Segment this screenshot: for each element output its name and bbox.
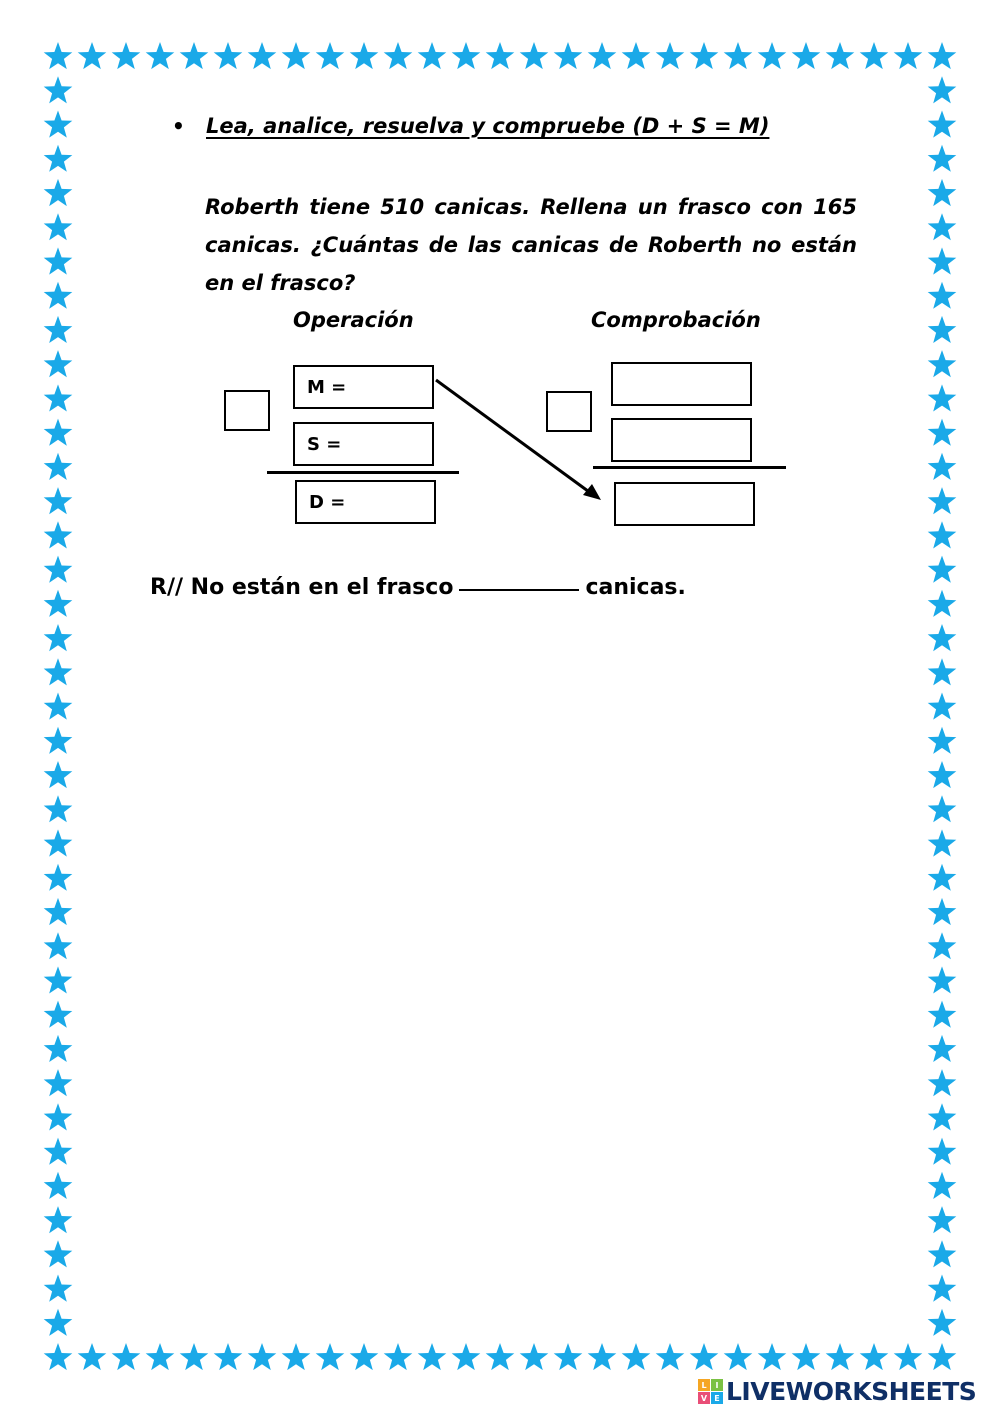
difference-box[interactable] <box>295 480 436 524</box>
instruction-text: Lea, analice, resuelva y compruebe (D + S = M) <box>206 114 770 138</box>
answer-blank[interactable] <box>459 589 579 591</box>
star-icon <box>452 1343 481 1370</box>
star-icon <box>928 1275 957 1302</box>
star-icon <box>78 42 107 69</box>
star-icon <box>758 1343 787 1370</box>
star-icon <box>44 693 73 720</box>
star-icon <box>928 521 957 548</box>
star-icon <box>44 111 73 138</box>
star-icon <box>180 42 209 69</box>
star-icon <box>928 487 957 514</box>
star-icon <box>928 384 957 411</box>
logo-letter-e: E <box>711 1392 723 1404</box>
logo-text: LIVEWORKSHEETS <box>726 1377 977 1406</box>
star-icon <box>588 42 617 69</box>
logo-letter-v: V <box>698 1392 710 1404</box>
star-icon <box>44 1069 73 1096</box>
star-icon <box>928 761 957 788</box>
star-icon <box>928 42 957 69</box>
star-icon <box>316 42 345 69</box>
star-icon <box>44 1035 73 1062</box>
star-icon <box>724 1343 753 1370</box>
star-icon <box>928 1103 957 1130</box>
star-icon <box>826 42 855 69</box>
logo-letter-i: I <box>711 1379 723 1391</box>
star-icon <box>44 247 73 274</box>
star-icon <box>928 145 957 172</box>
star-icon <box>44 384 73 411</box>
star-icon <box>44 213 73 240</box>
star-icon <box>44 316 73 343</box>
star-icon <box>44 521 73 548</box>
star-icon <box>44 898 73 925</box>
star-icon <box>928 1001 957 1028</box>
star-icon <box>44 795 73 822</box>
operation-heading: Operación <box>293 308 414 332</box>
check-middle-box[interactable] <box>611 418 752 462</box>
star-icon <box>656 42 685 69</box>
star-icon <box>44 42 73 69</box>
star-icon <box>622 42 651 69</box>
star-icon <box>44 419 73 446</box>
star-icon <box>44 76 73 103</box>
bullet-icon: • <box>172 114 185 138</box>
star-icon <box>928 1240 957 1267</box>
operation-sign-box[interactable] <box>224 390 270 431</box>
star-icon <box>180 1343 209 1370</box>
star-icon <box>44 282 73 309</box>
star-icon <box>656 1343 685 1370</box>
star-icon <box>520 1343 549 1370</box>
star-icon <box>44 932 73 959</box>
operation-line <box>267 471 459 474</box>
liveworksheets-logo <box>698 1377 976 1406</box>
star-icon <box>44 1001 73 1028</box>
star-icon <box>112 1343 141 1370</box>
star-icon <box>928 693 957 720</box>
star-icon <box>44 727 73 754</box>
answer-line <box>150 575 686 600</box>
star-icon <box>520 42 549 69</box>
star-icon <box>554 42 583 69</box>
star-icon <box>44 453 73 480</box>
star-icon <box>928 213 957 240</box>
star-icon <box>928 590 957 617</box>
star-icon <box>928 727 957 754</box>
star-icon <box>44 1172 73 1199</box>
star-icon <box>384 1343 413 1370</box>
star-icon <box>894 42 923 69</box>
star-icon <box>44 1275 73 1302</box>
star-icon <box>418 42 447 69</box>
star-icon <box>452 42 481 69</box>
star-icon <box>928 624 957 651</box>
check-top-box[interactable] <box>611 362 752 406</box>
star-icon <box>248 42 277 69</box>
star-icon <box>44 1103 73 1130</box>
star-icon <box>486 42 515 69</box>
star-icon <box>928 795 957 822</box>
star-icon <box>248 1343 277 1370</box>
star-icon <box>282 42 311 69</box>
star-icon <box>44 1309 73 1336</box>
star-icon <box>928 556 957 583</box>
star-icon <box>928 1138 957 1165</box>
star-icon <box>44 556 73 583</box>
star-icon <box>44 145 73 172</box>
star-icon <box>928 1035 957 1062</box>
star-icon <box>928 179 957 206</box>
star-icon <box>146 1343 175 1370</box>
star-icon <box>350 42 379 69</box>
star-icon <box>928 864 957 891</box>
check-sign-box[interactable] <box>546 391 592 432</box>
star-icon <box>44 350 73 377</box>
star-icon <box>350 1343 379 1370</box>
star-icon <box>826 1343 855 1370</box>
instruction <box>172 114 872 138</box>
star-icon <box>928 966 957 993</box>
star-icon <box>588 1343 617 1370</box>
star-icon <box>214 1343 243 1370</box>
star-icon <box>792 42 821 69</box>
star-icon <box>44 1343 73 1370</box>
star-icon <box>44 761 73 788</box>
answer-prefix: R// No están en el frasco <box>150 575 454 600</box>
star-icon <box>860 1343 889 1370</box>
star-icon <box>928 419 957 446</box>
star-icon <box>44 624 73 651</box>
check-result-box[interactable] <box>614 482 755 526</box>
star-icon <box>928 1172 957 1199</box>
star-icon <box>282 1343 311 1370</box>
star-icon <box>316 1343 345 1370</box>
star-icon <box>44 179 73 206</box>
star-icon <box>758 42 787 69</box>
star-icon <box>44 658 73 685</box>
star-icon <box>44 1240 73 1267</box>
star-icon <box>928 1069 957 1096</box>
star-icon <box>622 1343 651 1370</box>
problem-statement: Roberth tiene 510 canicas. Rellena un frasco con 165 canicas. ¿Cuántas de las canicas de Roberth no están en el frasco? <box>205 195 857 295</box>
star-icon <box>928 111 957 138</box>
answer-suffix: canicas. <box>585 575 686 600</box>
star-icon <box>724 42 753 69</box>
star-icon <box>44 590 73 617</box>
star-icon <box>690 1343 719 1370</box>
difference-label: D = <box>309 491 346 513</box>
star-icon <box>146 42 175 69</box>
star-icon <box>44 1206 73 1233</box>
star-icon <box>928 453 957 480</box>
star-icon <box>928 76 957 103</box>
star-icon <box>928 1343 957 1370</box>
logo-letter-l: L <box>698 1379 710 1391</box>
star-icon <box>928 829 957 856</box>
star-icon <box>928 282 957 309</box>
star-icon <box>928 658 957 685</box>
check-line <box>593 466 786 469</box>
star-icon <box>928 350 957 377</box>
star-icon <box>486 1343 515 1370</box>
star-icon <box>792 1343 821 1370</box>
star-icon <box>928 247 957 274</box>
check-heading: Comprobación <box>591 308 761 332</box>
star-icon <box>78 1343 107 1370</box>
star-icon <box>690 42 719 69</box>
star-icon <box>894 1343 923 1370</box>
star-icon <box>384 42 413 69</box>
star-icon <box>928 316 957 343</box>
minuend-label: M = <box>307 376 347 398</box>
star-icon <box>44 829 73 856</box>
star-icon <box>418 1343 447 1370</box>
subtrahend-label: S = <box>307 433 342 455</box>
logo-mark-icon <box>698 1379 723 1404</box>
star-icon <box>554 1343 583 1370</box>
star-icon <box>928 932 957 959</box>
star-icon <box>928 898 957 925</box>
minuend-box[interactable] <box>293 365 434 409</box>
star-icon <box>44 487 73 514</box>
star-icon <box>112 42 141 69</box>
subtrahend-box[interactable] <box>293 422 434 466</box>
star-icon <box>44 966 73 993</box>
star-icon <box>44 864 73 891</box>
star-icon <box>928 1206 957 1233</box>
star-icon <box>928 1309 957 1336</box>
star-icon <box>214 42 243 69</box>
star-icon <box>44 1138 73 1165</box>
star-icon <box>860 42 889 69</box>
